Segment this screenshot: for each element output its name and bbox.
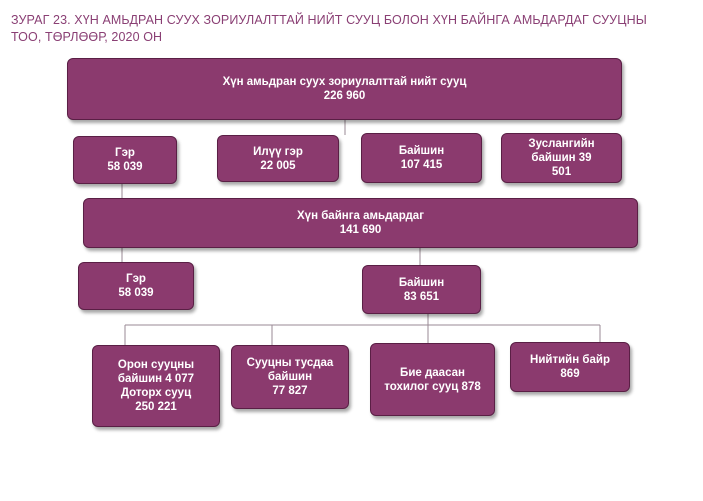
- ger-value: 58 039: [107, 161, 143, 173]
- comfort-unit-box: [370, 343, 495, 416]
- apartment-value: 250 221: [135, 401, 177, 413]
- extra-ger-label: Илүү гэр: [253, 145, 303, 158]
- summer-house-label: Зуслангийн байшин 39 501: [528, 138, 595, 178]
- permanent-ger-box: [78, 262, 194, 310]
- house-box: [361, 133, 482, 183]
- permanent-house-box: [362, 265, 481, 314]
- detached-house-label: Сууцны тусдаа байшин: [246, 357, 334, 383]
- house-value: 107 415: [400, 159, 443, 171]
- extra-ger-value: 22 005: [260, 159, 296, 172]
- permanent-house-label: Байшин: [398, 276, 445, 289]
- detached-house-value: 77 827: [272, 385, 308, 397]
- apartment-box: [92, 345, 220, 427]
- dormitory-value: 869: [560, 368, 580, 380]
- detached-house-box: [231, 345, 349, 409]
- permanent-house-value: 83 651: [403, 290, 440, 303]
- summer-house-box: [501, 133, 622, 183]
- permanent-residence-label: Хүн байнга амьдардаг: [297, 210, 424, 222]
- dormitory-box: [510, 342, 630, 392]
- permanent-residence-value: 141 690: [339, 224, 382, 236]
- permanent-ger-label: Гэр: [126, 273, 146, 285]
- house-label: Байшин: [398, 145, 445, 157]
- ger-label: Гэр: [115, 147, 135, 159]
- total-dwellings-value: 226 960: [323, 90, 366, 102]
- total-dwellings-label: Хүн амьдран суух зориулалттай нийт сууц: [222, 76, 467, 88]
- permanent-residence-box: [83, 198, 638, 248]
- dormitory-label: Нийтийн байр: [530, 354, 610, 366]
- permanent-ger-value: 58 039: [118, 287, 154, 299]
- comfort-unit-label: Бие даасан тохилог сууц 878: [384, 366, 481, 393]
- total-dwellings-box: [67, 58, 622, 120]
- extra-ger-box: [217, 135, 339, 182]
- ger-box: [73, 136, 177, 184]
- apartment-label: Орон сууцны байшин 4 077 Доторх сууц: [117, 359, 195, 399]
- figure-title: ЗУРАГ 23. ХҮН АМЬДРАН СУУХ ЗОРИУЛАЛТТАЙ НИЙТ СУУЦ БОЛОН ХҮН БАЙНГА АМЬДАРДАГ СУУЦНЫ ТОО, ТӨРЛӨӨР, 2020 ОН: [11, 13, 647, 44]
